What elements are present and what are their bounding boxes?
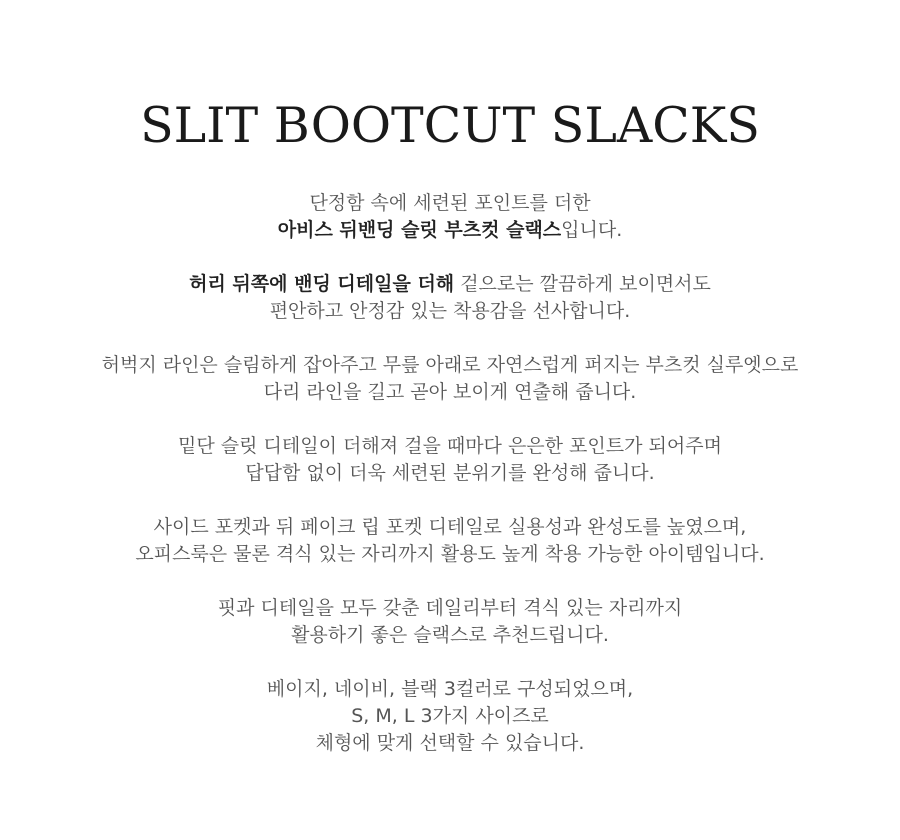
body-text: 겉으로는 깔끔하게 보이면서도: [454, 273, 711, 295]
product-title: SLIT BOOTCUT SLACKS: [140, 97, 760, 154]
description-paragraph: [0, 352, 900, 406]
body-text: 밑단 슬릿 디테일이 더해져 걸을 때마다 은은한 포인트가 되어주며: [178, 435, 722, 457]
description-line: [0, 271, 900, 298]
description-line: [0, 541, 900, 568]
body-text: 오피스룩은 물론 격식 있는 자리까지 활용도 높게 착용 가능한 아이템입니다.: [135, 543, 765, 565]
description-line: [0, 514, 900, 541]
body-text: 허벅지 라인은 슬림하게 잡아주고 무릎 아래로 자연스럽게 퍼지는 부츠컷 실루엣으로: [101, 354, 799, 376]
body-text: 단정함 속에 세련된 포인트를 더한: [309, 192, 591, 214]
body-text: 입니다.: [561, 219, 623, 241]
description-body: [0, 190, 900, 784]
body-text: 답답함 없이 더욱 세련된 분위기를 완성해 줍니다.: [245, 462, 655, 484]
description-line: [0, 730, 900, 757]
description-line: [0, 379, 900, 406]
description-paragraph: [0, 676, 900, 757]
body-text: 사이드 포켓과 뒤 페이크 립 포켓 디테일로 실용성과 완성도를 높였으며,: [153, 516, 747, 538]
description-line: [0, 217, 900, 244]
body-text: 체형에 맞게 선택할 수 있습니다.: [315, 732, 585, 754]
description-line: [0, 433, 900, 460]
description-line: [0, 622, 900, 649]
description-paragraph: [0, 514, 900, 568]
description-paragraph: [0, 595, 900, 649]
description-line: [0, 703, 900, 730]
body-text: 다리 라인을 길고 곧아 보이게 연출해 줍니다.: [263, 381, 637, 403]
description-line: [0, 298, 900, 325]
description-paragraph: [0, 190, 900, 244]
highlight-text: 허리 뒤쪽에 밴딩 디테일을 더해: [189, 273, 455, 295]
body-text: 베이지, 네이비, 블랙 3컬러로 구성되었으며,: [266, 678, 634, 700]
description-paragraph: [0, 433, 900, 487]
description-line: [0, 460, 900, 487]
body-text: 핏과 디테일을 모두 갖춘 데일리부터 격식 있는 자리까지: [217, 597, 683, 619]
highlight-text: 아비스 뒤밴딩 슬릿 부츠컷 슬랙스: [277, 219, 562, 241]
description-line: [0, 676, 900, 703]
body-text: 활용하기 좋은 슬랙스로 추천드립니다.: [291, 624, 609, 646]
description-paragraph: [0, 271, 900, 325]
description-line: [0, 352, 900, 379]
body-text: S, M, L 3가지 사이즈로: [351, 705, 549, 727]
body-text: 편안하고 안정감 있는 착용감을 선사합니다.: [269, 300, 631, 322]
description-line: [0, 190, 900, 217]
description-line: [0, 595, 900, 622]
